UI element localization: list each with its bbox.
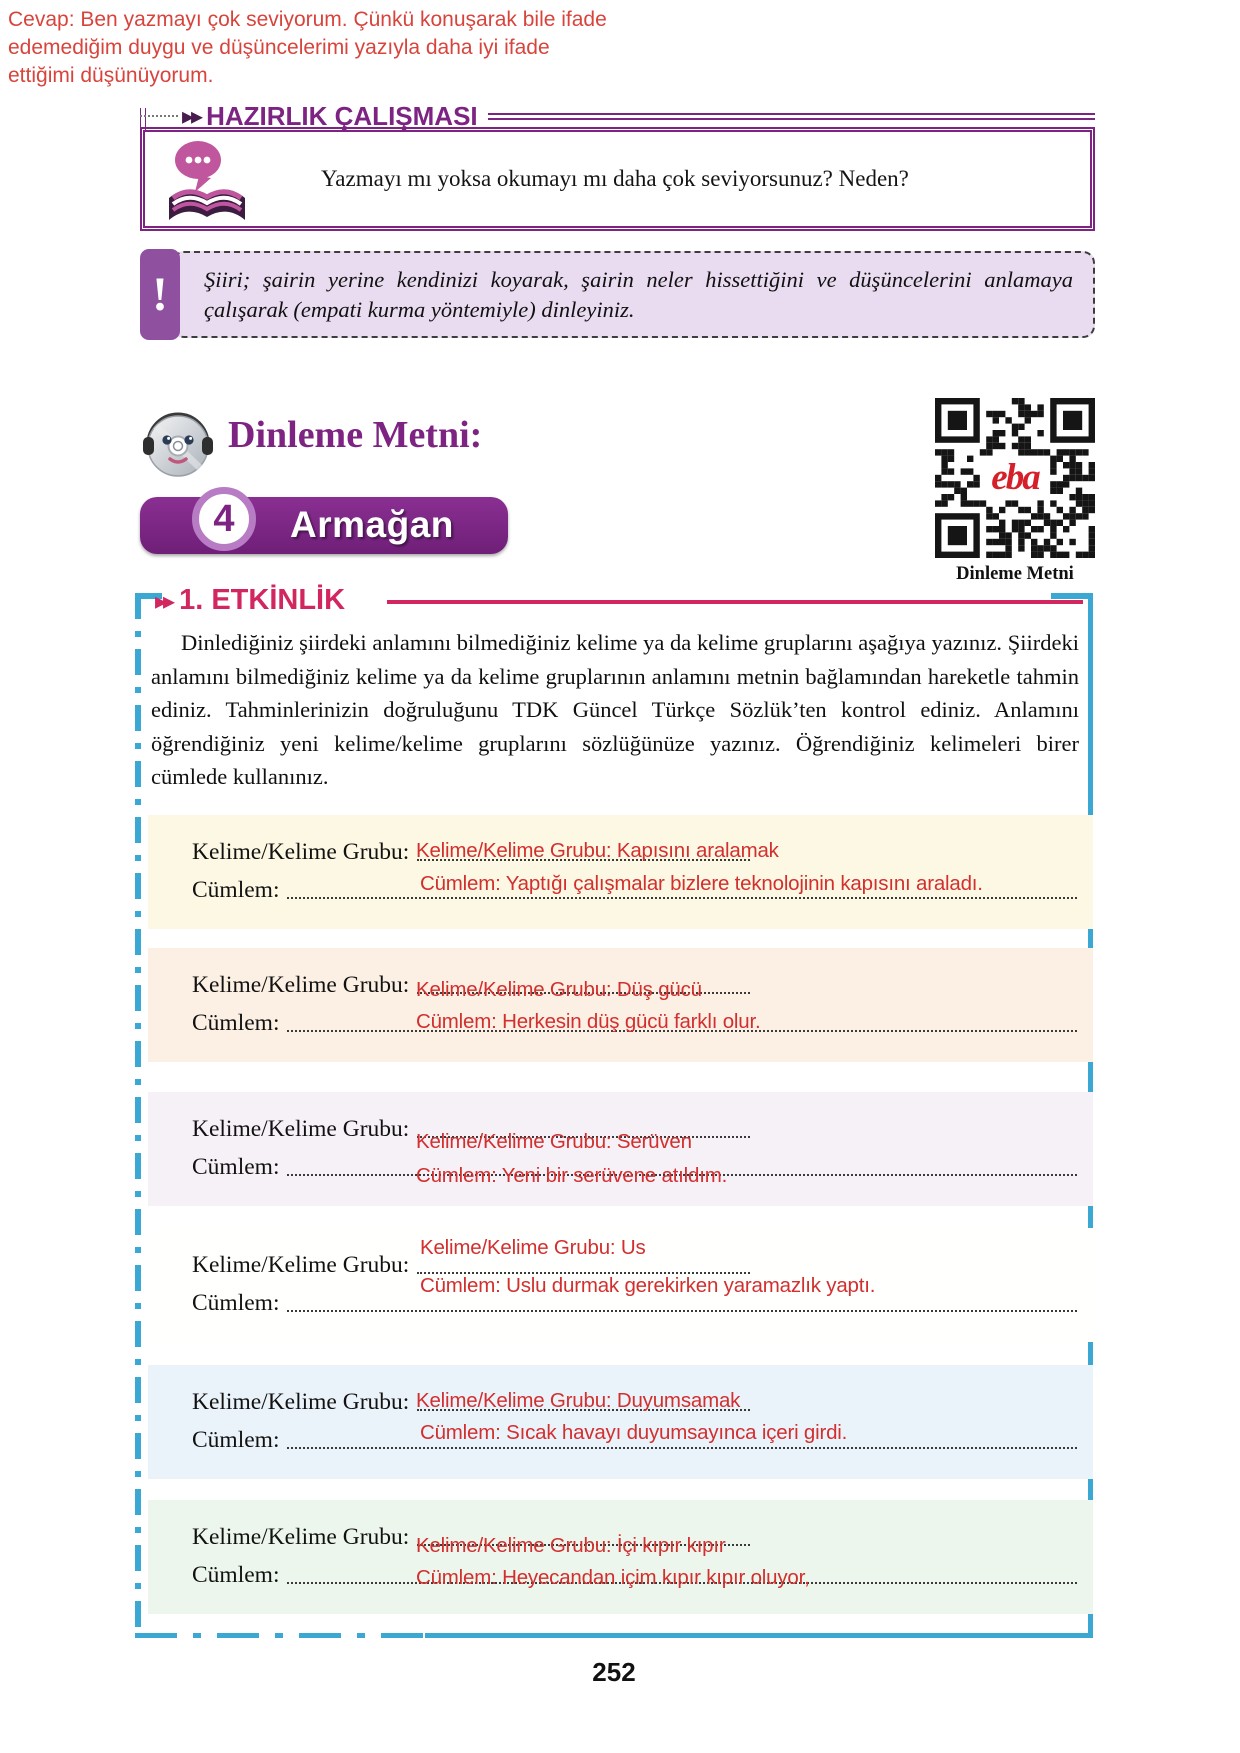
eba-logo: eba bbox=[986, 458, 1043, 498]
activity-border-bottom bbox=[425, 1633, 1093, 1639]
qr-code bbox=[935, 398, 1095, 558]
sentence-answer: Cümlem: Heyecandan içim kıpır kıpır oluyor, bbox=[416, 1566, 810, 1589]
answer-block-2 bbox=[148, 948, 1093, 1062]
sentence-answer: Cümlem: Sıcak havayı duyumsayınca içeri girdi. bbox=[420, 1421, 848, 1444]
dotted-line bbox=[287, 1310, 1077, 1312]
handwritten-answer-top: Cevap: Ben yazmayı çok seviyorum. Çünkü konuşarak bile ifade edemediğim duygu ve düşüncelerimi yazıyla daha iyi ifade ettiğimi düşünüyorum. bbox=[8, 8, 607, 87]
group-label: Kelime/Kelime Grubu: bbox=[192, 1524, 410, 1550]
group-label: Kelime/Kelime Grubu: bbox=[192, 1389, 410, 1415]
activity-border-bottom-dash bbox=[135, 1633, 425, 1639]
sentence-answer: Cümlem: Uslu durmak gerekirken yaramazlık yaptı. bbox=[420, 1274, 876, 1297]
group-answer: Kelime/Kelime Grubu: Kapısını aralamak bbox=[416, 839, 779, 862]
hazirlik-box bbox=[140, 127, 1095, 231]
sentence-label: Cümlem: bbox=[192, 1427, 280, 1453]
group-answer: Kelime/Kelime Grubu: Duyumsamak bbox=[416, 1389, 741, 1412]
dotted-line bbox=[287, 1447, 1077, 1449]
hazirlik-question: Yazmayı mı yoksa okumayı mı daha çok seviyorsunuz? Neden? bbox=[321, 166, 909, 191]
group-answer: Kelime/Kelime Grubu: Düş gücü bbox=[416, 978, 702, 1001]
group-label: Kelime/Kelime Grubu: bbox=[192, 1252, 410, 1278]
hazirlik-title: HAZIRLIK ÇALIŞMASI bbox=[206, 100, 478, 131]
activity-title: 1. ETKİNLİK bbox=[179, 584, 359, 617]
activity-border-left bbox=[135, 593, 141, 1630]
answer-block-3 bbox=[148, 1092, 1093, 1206]
group-label: Kelime/Kelime Grubu: bbox=[192, 839, 410, 865]
sentence-answer: Cümlem: Yeni bir serüvene atıldım. bbox=[416, 1164, 728, 1187]
dotted-line bbox=[287, 897, 1077, 899]
note-text: Şiiri; şairin yerine kendinizi koyarak, şairin neler hissettiğini ve düşüncelerini anlamaya çalışarak (empati kurma yöntemiyle) dinleyiniz. bbox=[172, 251, 1095, 338]
double-arrow-icon bbox=[182, 104, 200, 128]
sentence-label: Cümlem: bbox=[192, 1562, 280, 1588]
activity-title-rule bbox=[387, 600, 1083, 604]
cd-headphones-icon bbox=[138, 404, 218, 482]
activity-title-row bbox=[155, 584, 359, 617]
qr-section bbox=[935, 398, 1095, 585]
answer-block-6 bbox=[148, 1500, 1093, 1614]
note-box bbox=[140, 251, 1095, 338]
double-arrow-icon bbox=[155, 589, 171, 613]
group-label: Kelime/Kelime Grubu: bbox=[192, 972, 410, 998]
answer-block-1 bbox=[148, 815, 1093, 929]
lesson-number: 4 bbox=[192, 487, 256, 551]
group-label: Kelime/Kelime Grubu: bbox=[192, 1116, 410, 1142]
activity-instructions: Dinlediğiniz şiirdeki anlamını bilmediğiniz kelime ya da kelime gruplarını aşağıya yazınız. Şiirdeki anlamını bilmediğiniz kelime ya da kelime gruplarının anlamını metnin bağlamından hareketle tahmin ediniz. Tahminlerinizin doğruluğunu TDK Güncel Türkçe Sözlük’ten kontrol ediniz. Anlamını öğrendiğiniz yeni kelime/kelime gruplarını sözlüğünüze yazınız. Öğrendiğiniz kelimeleri birer cümlede kullanınız. bbox=[151, 630, 1079, 789]
sentence-label: Cümlem: bbox=[192, 1010, 280, 1036]
sentence-label: Cümlem: bbox=[192, 877, 280, 903]
answer-block-4 bbox=[148, 1228, 1093, 1342]
dotted-leader bbox=[140, 115, 178, 117]
lesson-badge bbox=[140, 497, 508, 554]
group-answer: Kelime/Kelime Grubu: Serüven bbox=[416, 1130, 692, 1153]
sentence-label: Cümlem: bbox=[192, 1290, 280, 1316]
listening-text-heading: Dinleme Metni: bbox=[228, 414, 483, 456]
qr-caption: Dinleme Metni bbox=[956, 564, 1074, 584]
group-answer: Kelime/Kelime Grubu: İçi kıpır kıpır bbox=[416, 1534, 726, 1557]
lesson-title: Armağan bbox=[290, 504, 454, 545]
activity-border-cap bbox=[1051, 593, 1093, 599]
double-rule bbox=[488, 113, 1095, 120]
page-number: 252 bbox=[592, 1657, 636, 1687]
sentence-label: Cümlem: bbox=[192, 1154, 280, 1180]
speech-bubble-book-icon bbox=[159, 136, 255, 228]
sentence-answer: Cümlem: Herkesin düş gücü farklı olur. bbox=[416, 1010, 761, 1033]
group-answer: Kelime/Kelime Grubu: Us bbox=[420, 1236, 646, 1259]
activity-1-container bbox=[135, 584, 1093, 1638]
answer-block-5 bbox=[148, 1365, 1093, 1479]
sentence-answer: Cümlem: Yaptığı çalışmalar bizlere teknolojinin kapısını araladı. bbox=[420, 872, 983, 895]
exclamation-icon: ! bbox=[140, 249, 180, 340]
